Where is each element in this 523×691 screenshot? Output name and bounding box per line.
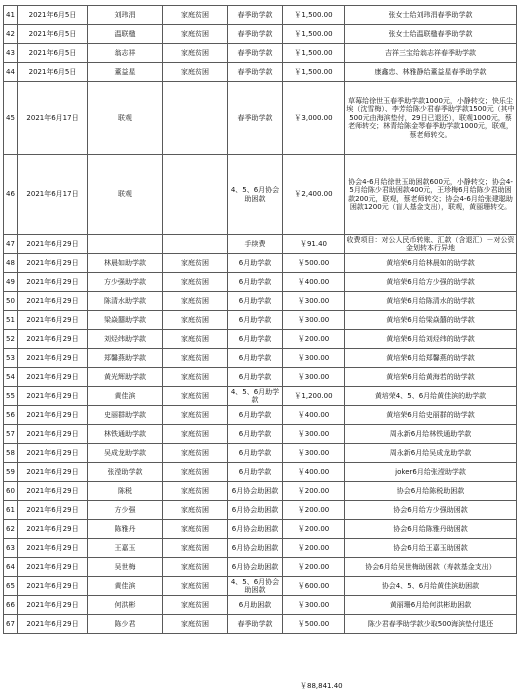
- cell-category: [163, 82, 228, 155]
- cell-amount: ￥1,500.00: [283, 25, 345, 44]
- cell-type: 6月助学款: [228, 330, 283, 349]
- table-row: [4, 520, 517, 539]
- cell-date: 2021年6月29日: [18, 596, 88, 615]
- cell-name: 联观: [88, 82, 163, 155]
- cell-no: 52: [4, 330, 18, 349]
- cell-category: [163, 155, 228, 235]
- table-row: [4, 63, 517, 82]
- cell-type: 6月协会助困款: [228, 520, 283, 539]
- cell-no: 63: [4, 539, 18, 558]
- cell-no: 50: [4, 292, 18, 311]
- cell-type: 6月助学款: [228, 406, 283, 425]
- cell-name: 王嘉玉: [88, 539, 163, 558]
- cell-category: 家庭贫困: [163, 6, 228, 25]
- cell-no: 62: [4, 520, 18, 539]
- cell-category: 家庭贫困: [163, 406, 228, 425]
- cell-amount: ￥3,000.00: [283, 82, 345, 155]
- cell-note: 张女士给刘玮涓春季助学款: [345, 6, 517, 25]
- cell-name: 方少强助学款: [88, 273, 163, 292]
- cell-note: joker6月给张滢助学款: [345, 463, 517, 482]
- cell-note: 草莓给徐世玉春季助学款1000元，小静转交；快乐尘埃（沈雪梅）、李芳给陈少君春季助学款1500元（其中500元由海滨垫付，29日已退还），联观1000元，蔡老师转交；林青给陈金琴春季助学款1000元，联观，蔡老师转交。: [345, 82, 517, 155]
- cell-amount: ￥300.00: [283, 596, 345, 615]
- cell-name: 董益星: [88, 63, 163, 82]
- cell-category: 家庭贫困: [163, 463, 228, 482]
- cell-date: 2021年6月29日: [18, 520, 88, 539]
- table-row: [4, 406, 517, 425]
- cell-no: 42: [4, 25, 18, 44]
- cell-date: 2021年6月29日: [18, 368, 88, 387]
- cell-category: 家庭贫困: [163, 63, 228, 82]
- cell-type: 手续费: [228, 235, 283, 254]
- cell-type: 4、5、6月助学款: [228, 387, 283, 406]
- cell-amount: ￥400.00: [283, 463, 345, 482]
- cell-date: 2021年6月29日: [18, 463, 88, 482]
- cell-amount: ￥600.00: [283, 577, 345, 596]
- cell-note: 黄丽珊6月给何洪彬助困款: [345, 596, 517, 615]
- cell-note: 周永新6月给林铁通助学款: [345, 425, 517, 444]
- cell-no: 57: [4, 425, 18, 444]
- cell-type: 6月助学款: [228, 273, 283, 292]
- cell-amount: ￥1,500.00: [283, 44, 345, 63]
- cell-category: 家庭贫困: [163, 273, 228, 292]
- cell-name: 联观: [88, 155, 163, 235]
- cell-amount: ￥300.00: [283, 444, 345, 463]
- table-row: [4, 463, 517, 482]
- cell-name: 林铁通助学款: [88, 425, 163, 444]
- cell-type: 春季助学款: [228, 6, 283, 25]
- cell-note: 协会6月给陈税助困款: [345, 482, 517, 501]
- ledger-body: [4, 6, 517, 634]
- table-row: [4, 311, 517, 330]
- cell-date: 2021年6月29日: [18, 444, 88, 463]
- cell-category: 家庭贫困: [163, 539, 228, 558]
- cell-name: 陈税: [88, 482, 163, 501]
- table-row: [4, 235, 517, 254]
- table-row: [4, 6, 517, 25]
- cell-category: 家庭贫困: [163, 254, 228, 273]
- cell-type: 6月协会助困款: [228, 539, 283, 558]
- cell-name: 刘烃纬助学款: [88, 330, 163, 349]
- cell-date: 2021年6月29日: [18, 349, 88, 368]
- cell-name: 陈清水助学款: [88, 292, 163, 311]
- cell-category: 家庭贫困: [163, 501, 228, 520]
- cell-date: 2021年6月29日: [18, 273, 88, 292]
- cell-note: 协会6月给吴世梅助困款（寿款基金支出）: [345, 558, 517, 577]
- cell-category: 家庭贫困: [163, 615, 228, 634]
- cell-date: 2021年6月29日: [18, 501, 88, 520]
- table-row: [4, 273, 517, 292]
- cell-type: 春季助学款: [228, 25, 283, 44]
- table-row: [4, 349, 517, 368]
- cell-note: 吉祥三宝给翁志祥春季助学款: [345, 44, 517, 63]
- cell-amount: ￥1,500.00: [283, 63, 345, 82]
- cell-category: 家庭贫困: [163, 44, 228, 63]
- cell-amount: ￥200.00: [283, 330, 345, 349]
- cell-category: 家庭贫困: [163, 520, 228, 539]
- cell-category: [163, 235, 228, 254]
- cell-name: 陈雅丹: [88, 520, 163, 539]
- cell-category: 家庭贫困: [163, 25, 228, 44]
- cell-amount: ￥300.00: [283, 292, 345, 311]
- table-row: [4, 387, 517, 406]
- cell-type: 6月助学款: [228, 463, 283, 482]
- cell-no: 46: [4, 155, 18, 235]
- cell-type: 4、5、6月协会助困款: [228, 155, 283, 235]
- cell-amount: ￥300.00: [283, 368, 345, 387]
- cell-name: [88, 235, 163, 254]
- cell-date: 2021年6月29日: [18, 482, 88, 501]
- cell-type: 6月助学款: [228, 349, 283, 368]
- cell-note: 张女士给温联楹春季助学款: [345, 25, 517, 44]
- cell-no: 64: [4, 558, 18, 577]
- table-row: [4, 25, 517, 44]
- cell-note: 协会4、5、6月给黄佳滨助困款: [345, 577, 517, 596]
- cell-no: 54: [4, 368, 18, 387]
- cell-note: 黄培荣4、5、6月给黄佳滨的助学款: [345, 387, 517, 406]
- cell-amount: ￥200.00: [283, 501, 345, 520]
- cell-name: 陈少君: [88, 615, 163, 634]
- cell-category: 家庭贫困: [163, 387, 228, 406]
- cell-category: 家庭贫困: [163, 349, 228, 368]
- cell-amount: ￥500.00: [283, 615, 345, 634]
- cell-category: 家庭贫困: [163, 292, 228, 311]
- cell-category: 家庭贫困: [163, 330, 228, 349]
- table-row: [4, 558, 517, 577]
- cell-date: 2021年6月29日: [18, 387, 88, 406]
- cell-name: 史丽群助学款: [88, 406, 163, 425]
- cell-note: 周永新6月给吴成龙助学款: [345, 444, 517, 463]
- table-row: [4, 292, 517, 311]
- cell-no: 43: [4, 44, 18, 63]
- cell-no: 55: [4, 387, 18, 406]
- cell-type: 春季助学款: [228, 44, 283, 63]
- cell-amount: ￥200.00: [283, 482, 345, 501]
- cell-amount: ￥400.00: [283, 273, 345, 292]
- cell-category: 家庭贫困: [163, 444, 228, 463]
- table-row: [4, 425, 517, 444]
- cell-name: 吴成龙助学款: [88, 444, 163, 463]
- cell-date: 2021年6月29日: [18, 330, 88, 349]
- cell-date: 2021年6月29日: [18, 311, 88, 330]
- cell-date: 2021年6月29日: [18, 577, 88, 596]
- cell-type: 6月协会助困款: [228, 558, 283, 577]
- table-row: [4, 155, 517, 235]
- cell-amount: ￥1,200.00: [283, 387, 345, 406]
- table-row: [4, 482, 517, 501]
- cell-category: 家庭贫困: [163, 577, 228, 596]
- cell-note: 黄培荣6月给方少强的助学款: [345, 273, 517, 292]
- cell-no: 44: [4, 63, 18, 82]
- cell-type: 春季助学款: [228, 63, 283, 82]
- table-row: [4, 82, 517, 155]
- cell-note: 黄培荣6月给林晨如的助学款: [345, 254, 517, 273]
- cell-name: 翁志祥: [88, 44, 163, 63]
- cell-date: 2021年6月29日: [18, 406, 88, 425]
- cell-note: 收费项目：对公人民币转账、汇款（含退汇）－对公资金划转本行异地: [346, 235, 515, 252]
- cell-type: 6月协会助困款: [228, 482, 283, 501]
- cell-no: 58: [4, 444, 18, 463]
- cell-amount: ￥2,400.00: [283, 155, 345, 235]
- cell-amount: ￥300.00: [283, 349, 345, 368]
- cell-date: 2021年6月17日: [18, 82, 88, 155]
- cell-amount: ￥500.00: [283, 254, 345, 273]
- cell-date: 2021年6月29日: [18, 235, 88, 254]
- cell-note: 黄培荣6月给梁焱囍的助学款: [345, 311, 517, 330]
- cell-name: 黄佳滨: [88, 387, 163, 406]
- cell-name: 梁焱囍助学款: [88, 311, 163, 330]
- cell-date: 2021年6月5日: [18, 25, 88, 44]
- cell-category: 家庭贫困: [163, 596, 228, 615]
- cell-note: 黄培荣6月给史丽群的助学款: [345, 406, 517, 425]
- table-row: [4, 577, 517, 596]
- cell-amount: ￥200.00: [283, 539, 345, 558]
- cell-amount: ￥400.00: [283, 406, 345, 425]
- cell-name: 温联楹: [88, 25, 163, 44]
- cell-category: 家庭贫困: [163, 558, 228, 577]
- cell-note: 协会6月给方少强助困款: [345, 501, 517, 520]
- cell-date: 2021年6月29日: [18, 558, 88, 577]
- cell-amount: ￥300.00: [283, 311, 345, 330]
- cell-no: 51: [4, 311, 18, 330]
- cell-type: 春季助学款: [228, 82, 283, 155]
- cell-type: 6月助学款: [228, 444, 283, 463]
- cell-no: 60: [4, 482, 18, 501]
- cell-name: 方少强: [88, 501, 163, 520]
- cell-date: 2021年6月29日: [18, 539, 88, 558]
- cell-no: 49: [4, 273, 18, 292]
- cell-note: 黄培荣6月给陈清水的助学款: [345, 292, 517, 311]
- cell-note: 协会6月给陈雅丹助困款: [345, 520, 517, 539]
- cell-name: 何洪彬: [88, 596, 163, 615]
- cell-no: 67: [4, 615, 18, 634]
- cell-no: 61: [4, 501, 18, 520]
- cell-note: 黄培荣6月给黄海若的助学款: [345, 368, 517, 387]
- cell-date: 2021年6月5日: [18, 63, 88, 82]
- cell-name: 吴世梅: [88, 558, 163, 577]
- cell-no: 65: [4, 577, 18, 596]
- cell-category: 家庭贫困: [163, 368, 228, 387]
- cell-note: 康鑫忠、林雅静给董益星春季助学款: [345, 63, 517, 82]
- table-row: [4, 254, 517, 273]
- cell-name: 黄佳滨: [88, 577, 163, 596]
- cell-type: 6月助学款: [228, 292, 283, 311]
- cell-date: 2021年6月17日: [18, 155, 88, 235]
- cell-type: 6月协会助困款: [228, 501, 283, 520]
- cell-no: 53: [4, 349, 18, 368]
- donation-ledger-table: [3, 5, 517, 634]
- table-row: [4, 501, 517, 520]
- cell-date: 2021年6月29日: [18, 425, 88, 444]
- cell-type: 6月助学款: [228, 425, 283, 444]
- cell-type: 6月助学款: [228, 254, 283, 273]
- cell-name: 刘玮涓: [88, 6, 163, 25]
- cell-no: 48: [4, 254, 18, 273]
- cell-note: 黄培荣6月给郑馨燕的助学款: [345, 349, 517, 368]
- cell-date: 2021年6月29日: [18, 254, 88, 273]
- cell-category: 家庭贫困: [163, 482, 228, 501]
- cell-type: 春季助学款: [228, 615, 283, 634]
- cell-date: 2021年6月29日: [18, 615, 88, 634]
- ledger-sheet: [3, 5, 517, 690]
- cell-category: 家庭贫困: [163, 311, 228, 330]
- cell-no: 41: [4, 6, 18, 25]
- cell-name: 张滢助学款: [88, 463, 163, 482]
- cell-no: 66: [4, 596, 18, 615]
- cell-no: 47: [4, 235, 18, 254]
- cell-amount: ￥91.40: [283, 235, 345, 254]
- cell-name: 林晨如助学款: [88, 254, 163, 273]
- cell-date: 2021年6月5日: [18, 44, 88, 63]
- table-row: [4, 539, 517, 558]
- cell-name: 郑馨燕助学款: [88, 349, 163, 368]
- cell-note: 协会4-6月给徐世玉助困款600元，小静转交；协会4-5月给陈少君助困款400元，王珍梅6月给陈少君助困款200元，联观，蔡老师转交；协会4-6月给张建聪助困款1200元（盲人基金支出），联观，黄丽珊转交。: [345, 155, 517, 235]
- grand-total: ￥88,841.40: [300, 682, 343, 690]
- cell-amount: ￥200.00: [283, 558, 345, 577]
- table-row: [4, 596, 517, 615]
- cell-type: 6月助学款: [228, 311, 283, 330]
- cell-category: 家庭贫困: [163, 425, 228, 444]
- table-row: [4, 444, 517, 463]
- table-row: [4, 44, 517, 63]
- cell-date: 2021年6月5日: [18, 6, 88, 25]
- cell-no: 59: [4, 463, 18, 482]
- cell-note: 陈少君春季助学款少取500海滨垫付退还: [345, 615, 517, 634]
- cell-no: 45: [4, 82, 18, 155]
- cell-note: 协会6月给王嘉玉助困款: [345, 539, 517, 558]
- cell-date: 2021年6月29日: [18, 292, 88, 311]
- cell-amount: ￥1,500.00: [283, 6, 345, 25]
- cell-type: 6月助学款: [228, 368, 283, 387]
- cell-note: 黄培荣6月给刘烃纬的助学款: [345, 330, 517, 349]
- table-row: [4, 368, 517, 387]
- table-row: [4, 330, 517, 349]
- cell-amount: ￥200.00: [283, 520, 345, 539]
- cell-type: 6月助困款: [228, 596, 283, 615]
- cell-no: 56: [4, 406, 18, 425]
- cell-amount: ￥300.00: [283, 425, 345, 444]
- cell-type: 4、5、6月协会助困款: [228, 577, 283, 596]
- table-row: [4, 615, 517, 634]
- cell-name: 黄光辉助学款: [88, 368, 163, 387]
